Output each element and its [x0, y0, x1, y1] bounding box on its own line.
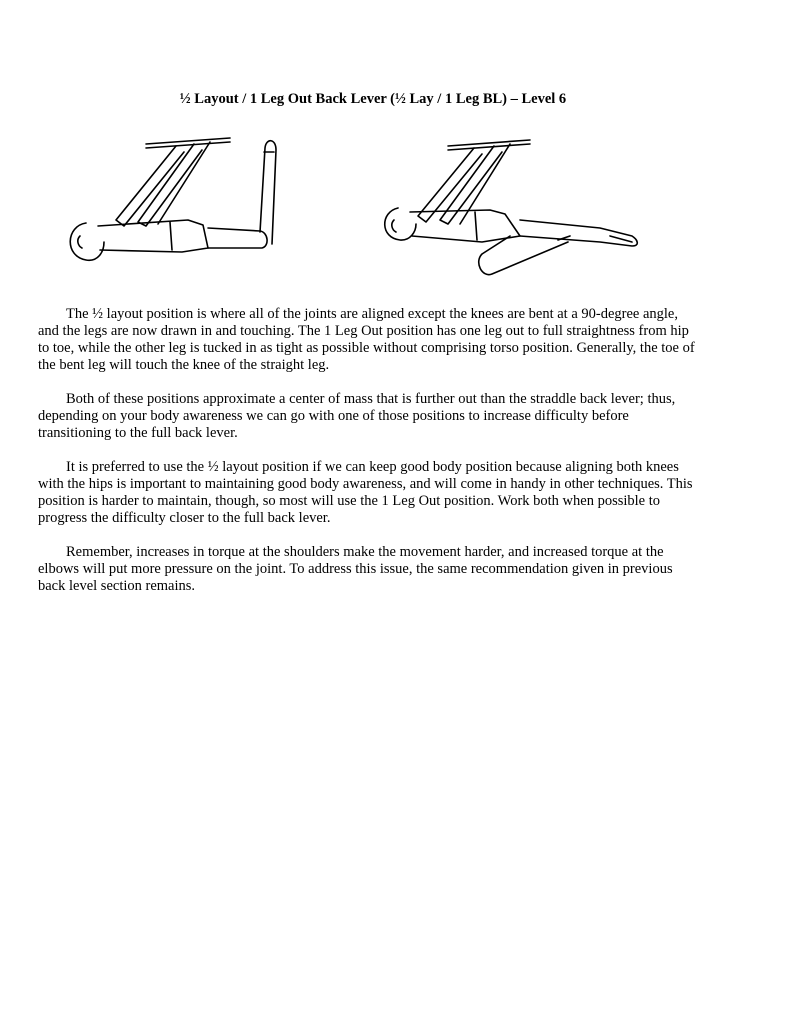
body-text — [38, 306, 698, 612]
paragraph-4: Remember, increases in torque at the shoulders make the movement harder, and increased torque at the elbows will put more pressure on the joint. To address this issue, the same recommendation given in previous back level section remains. — [38, 544, 673, 594]
paragraph-3: It is preferred to use the ½ layout position if we can keep good body position because aligning both knees with the hips is important to maintaining good body awareness, and will come in handy in other techniques. This position is harder to maintain, though, so most will use the 1 Leg Out position. Work both when possible to progress the difficulty closer to the full back lever. — [38, 459, 693, 526]
paragraph-2: Both of these positions approximate a center of mass that is further out than the straddle back lever; thus, depending on your body awareness we can go with one of those positions to increase difficulty before transitioning to the full back lever. — [38, 391, 676, 441]
figure-row — [58, 128, 668, 288]
page-title: ½ Layout / 1 Leg Out Back Lever (½ Lay / 1 Leg BL) – Level 6 — [179, 91, 567, 107]
paragraph-1: The ½ layout position is where all of the joints are aligned except the knees are bent at a 90-degree angle, and the legs are now drawn in and touching. The 1 Leg Out position has one leg out to full straightness from hip to toe, while the other leg is tucked in as tight as possible without comprising torso position. Generally, the toe of the bent leg will touch the knee of the straight leg. — [38, 306, 695, 373]
half-layout-back-lever-illustration-icon — [58, 128, 308, 278]
one-leg-out-back-lever-illustration-icon — [370, 128, 660, 278]
